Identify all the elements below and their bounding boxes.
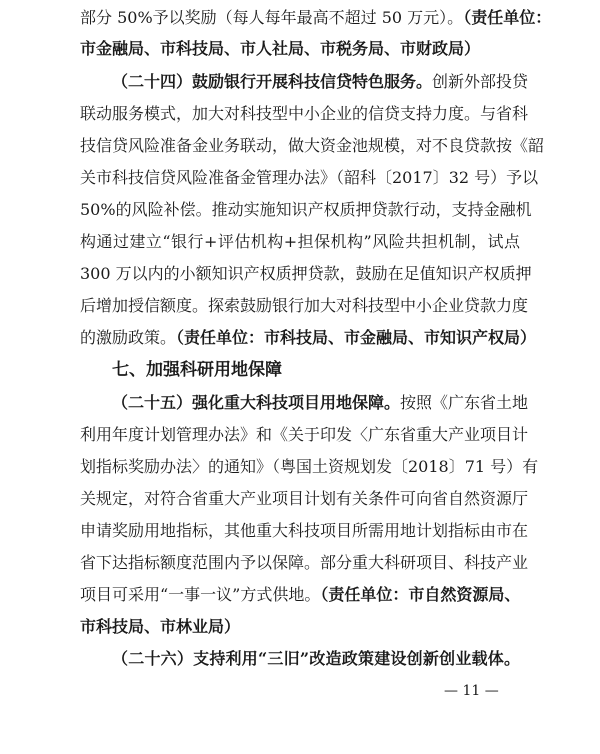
text-run: 的激励政策。	[80, 328, 177, 347]
paragraph-start-line	[112, 393, 529, 413]
text-line: 构通过建立“银行+评估机构+担保机构”风险共担机制，试点	[80, 232, 520, 251]
text-line: 50%的风险补偿。推动实施知识产权质押贷款行动，支持金融机	[80, 200, 532, 219]
paragraph-start-line	[112, 72, 529, 92]
section-heading: 七、加强科研用地保障	[112, 360, 282, 380]
clause-title: （二十六）支持利用“三旧”改造政策建设创新创业载体。	[112, 649, 520, 668]
text-run: 创新外部投贷	[432, 72, 529, 91]
text-line: 后增加授信额度。探索鼓励银行加大对科技型中小企业贷款力度	[80, 296, 529, 315]
text-line	[80, 328, 537, 348]
text-line: 300 万以内的小额知识产权质押贷款，鼓励在足值知识产权质押	[80, 264, 532, 283]
responsible-units: （责任单位：市科技局、市金融局、市知识产权局）	[176, 328, 537, 347]
text-run: 按照《广东省土地	[400, 393, 529, 412]
paragraph-start-line	[112, 649, 520, 669]
text-line: 技信贷风险准备金业务联动，做大资金池规模，对不良贷款按《韶	[80, 136, 545, 155]
text-line: 联动服务模式，加大对科技型中小企业的信贷支持力度。与省科	[80, 104, 529, 123]
text-line	[80, 585, 520, 605]
responsible-units: 市科技局、市林业局）	[80, 617, 241, 636]
text-line	[80, 8, 552, 28]
text-line: 关规定，对符合省重大产业项目计划有关条件可向省自然资源厅	[80, 489, 529, 508]
text-line: 省下达指标额度范围内予以保障。部分重大科研项目、科技产业	[80, 553, 529, 572]
text-line	[80, 39, 520, 59]
clause-title: （二十四）鼓励银行开展科技信贷特色服务。	[112, 72, 433, 91]
page-number: — 11 —	[444, 683, 499, 699]
text-line: 划指标奖励办法〉的通知》（粤国土资规划发〔2018〕71 号）有	[80, 457, 539, 476]
text-line: 利用年度计划管理办法》和《关于印发〈广东省重大产业项目计	[80, 425, 529, 444]
clause-title: （二十五）强化重大科技项目用地保障。	[112, 393, 401, 412]
text-line	[80, 617, 520, 637]
responsible-units-label: （责任单位：市自然资源局、	[320, 585, 521, 604]
text-line: 申请奖励用地指标，其他重大科技项目所需用地计划指标由市在	[80, 521, 529, 540]
text-run: 部分 50%予以奖励（每人每年最高不超过 50 万元）。	[80, 8, 464, 27]
text-run: 项目可采用“一事一议”方式供地。	[80, 585, 321, 604]
responsible-units: 市金融局、市科技局、市人社局、市税务局、市财政局）	[80, 39, 481, 58]
text-line: 关市科技信贷风险准备金管理办法》（韶科〔2017〕32 号）予以	[80, 168, 539, 187]
responsible-units-label: （责任单位：	[463, 8, 552, 27]
